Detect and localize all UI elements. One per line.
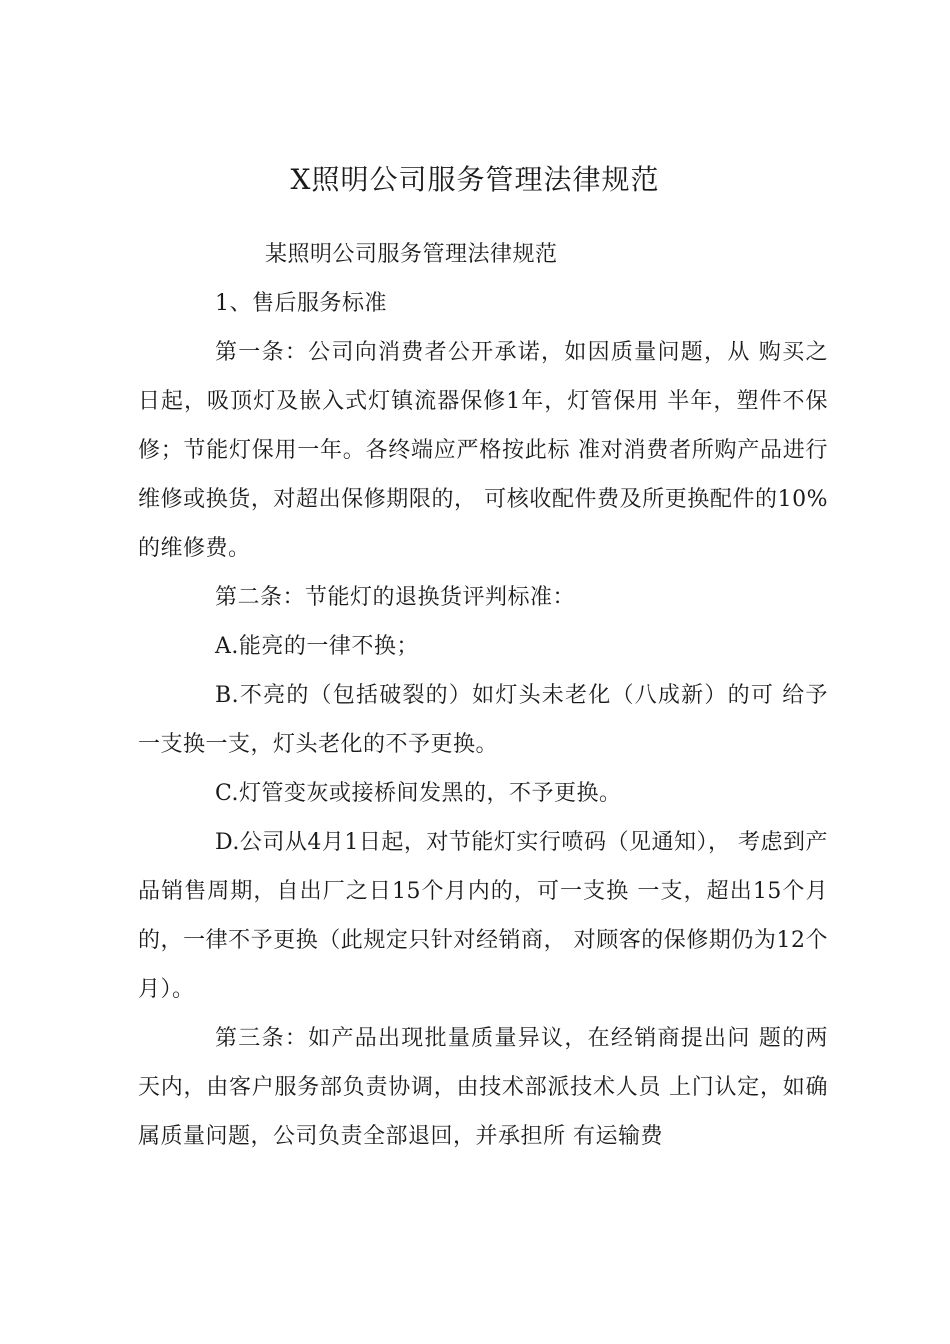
paragraph-item-a: A.能亮的一律不换； bbox=[215, 634, 419, 659]
document-body bbox=[138, 230, 828, 1161]
document-title: X照明公司服务管理法律规范 bbox=[290, 163, 660, 196]
document-subtitle: 某照明公司服务管理法律规范 bbox=[265, 242, 558, 267]
paragraph-article-3: 第三条：如产品出现批量质量异议，在经销商提出问 题的两天内，由客户服务部负责协调，由技术部派技术人员 上门认定，如确属质量问题，公司负责全部退回，并承担所 有运输费 bbox=[138, 1026, 828, 1149]
paragraph-article-2: 第二条：节能灯的退换货评判标准： bbox=[215, 585, 576, 610]
paragraph-item-d: D.公司从4月1日起，对节能灯实行喷码（见通知）， 考虑到产品销售周期，自出厂之日15个月内的，可一支换 一支，超出15个月的，一律不予更换（此规定只针对经销商， 对顾客的保修期仍为12个月）。 bbox=[138, 830, 828, 1002]
paragraph-item-c: C.灯管变灰或接桥间发黑的，不予更换。 bbox=[215, 781, 622, 806]
section-heading: 1、售后服务标准 bbox=[215, 291, 387, 316]
paragraph-item-b: B.不亮的（包括破裂的）如灯头未老化（八成新）的可 给予一支换一支，灯头老化的不予更换。 bbox=[138, 683, 828, 757]
paragraph-article-1: 第一条：公司向消费者公开承诺，如因质量问题，从 购买之日起，吸顶灯及嵌入式灯镇流器保修1年，灯管保用 半年，塑件不保修；节能灯保用一年。各终端应严格按此标 准对消费者所购产品进行维修或换货，对超出保修期限的， 可核收配件费及所更换配件的10%的维修费。 bbox=[138, 340, 828, 561]
